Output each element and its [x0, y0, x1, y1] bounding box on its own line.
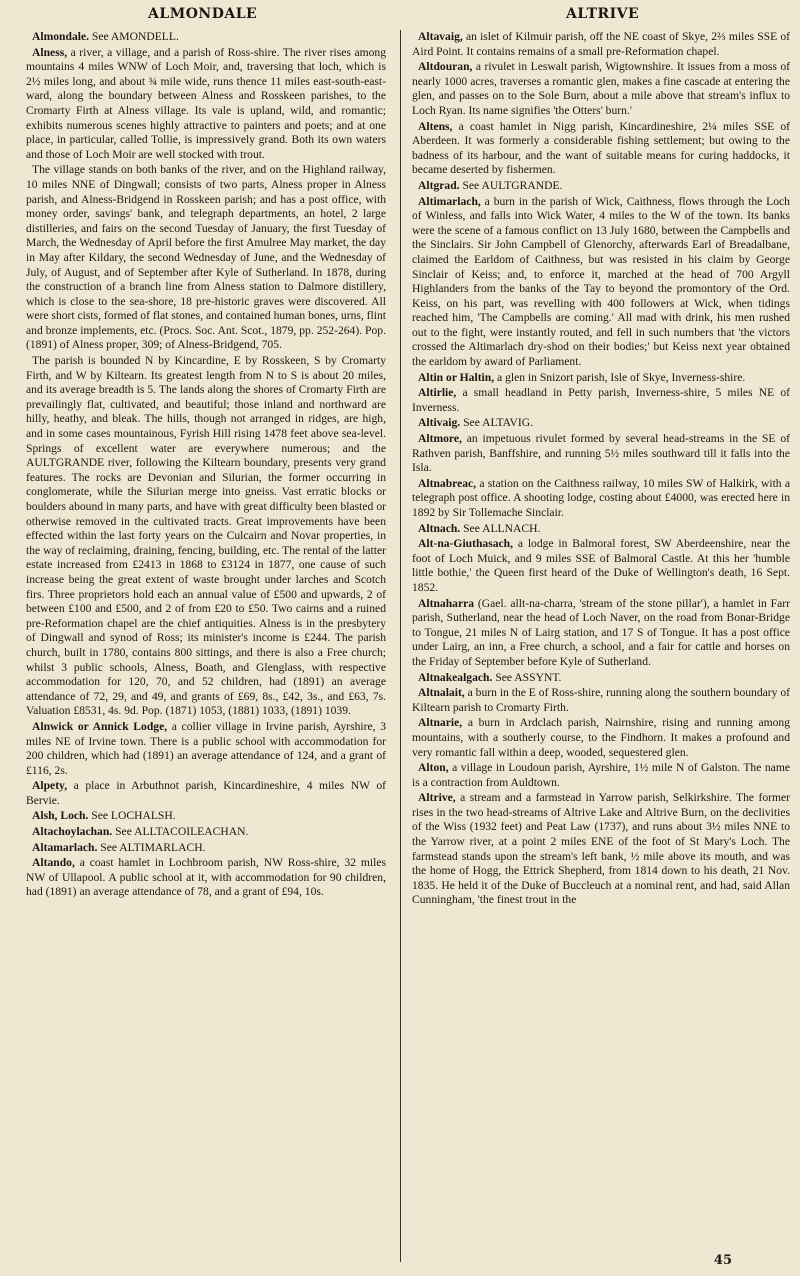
entry-headword: Altimarlach, [418, 194, 481, 208]
gazetteer-entry [412, 537, 790, 595]
entry-text: a coast hamlet in Lochbroom parish, NW Ross-shire, 32 miles NW of Ullapool. A public school at it, with accommodation for 90 children, had (1891) an average attendance of 78, and a grant of £94, 10s. [26, 856, 386, 899]
gazetteer-entry [412, 120, 790, 178]
entry-headword: Altnakealgach. [418, 670, 493, 684]
entry-text: a burn in the E of Ross-shire, running along the southern boundary of Kiltearn parish to Cromarty Firth. [412, 686, 790, 714]
gazetteer-entry [412, 686, 790, 715]
entry-headword: Altando, [32, 856, 75, 870]
right-column [412, 30, 790, 1265]
entry-headword: Altin or Haltin, [418, 370, 495, 384]
entry-text: See AMONDELL. [91, 30, 179, 43]
gazetteer-entry [412, 416, 790, 431]
entry-headword: Alton, [418, 761, 449, 775]
entry-headword: Alt-na-Giuthasach, [418, 537, 514, 551]
gazetteer-entry [412, 761, 790, 790]
gazetteer-entry [412, 716, 790, 760]
entry-headword: Altgrad. [418, 178, 460, 192]
entry-text: a burn in the parish of Wick, Caithness, flows through the Loch of Winless, and falls into Wick Water, 4 miles to the W of the town. Its banks were the scene of a famous conflict on 13 July 1680, between the Campbells and the Sinclairs. Sir John Campbell of Glenorchy, afterwards Earl of Breadalbane, claimed the Earldom of Caithness, but was resisted in his claim by George Sinclair of Keiss; and, to enforce it, marched at the head of 700 Argyll Highlanders from the banks of the Tay to beyond the promontory of the Ord. Keiss, on his part, was revelling with 400 followers at Wick, when tidings reached him, 'The Campbells are coming.' All mad with drink, his men rushed out to the fight, were instantly routed, and fell in such numbers that 'the victors crossed the Altimarlach dry-shod on their bodies;' but Keiss next year obtained the earldom by award of Parliament. [412, 194, 790, 369]
entry-text: The parish is bounded N by Kincardine, E by Rosskeen, S by Cromarty Firth, and W by Kiltearn. Its greatest length from N to S is about 20 miles, and its average breadth is 5. The lands along the shores of Cromarty Firth are prevailingly flat, cultivated, and beautiful; those inland and northward are hilly, heathy, and bleak. The hills, though not arranged in ridges, are high, and in some cases mountainous, Fyrish Hill rising 1478 feet above sea-level. Springs of excellent water are everywhere numerous; and the AULTGRANDE river, following the Kiltearn boundary, presents very grand features. The rocks are Devonian and Silurian, the former occurring in conglomerate, while the Silurian merge into gneiss. Vast erratic blocks or boulders abound in many parts, and have with great difficulty been blasted or otherwise removed in the cultivated tracts. Great improvements have been effected within the last forty years on the Culcairn and Novar properties, in the way of reclaiming, draining, fencing, building, etc. The rental of the latter estate increased from £2413 in 1868 to £3124 in 1877, one cause of such increase being the great extent of waste brought under larches and Scotch firs. Three proprietors hold each an annual value of £500 and upwards, 2 of between £100 and £500, and 2 of from £20 to £50. Two cairns and a ruined pre-Reformation chapel are the chief antiquities. Alness is in the presbytery of Dingwall and synod of Ross; its minister's income is £244. The parish church, built in 1780, contains 800 sittings, and there is also a Free church; whilst 3 public schools, Alness, Boath, and Glenglass, with respective accommodation for 120, 70, and 52 children, had (1891) an average attendance of 72, 29, and 49, and grants of £69, 8s., £42, 3s., and £63, 7s. Valuation £8531, 4s. 9d. Pop. (1871) 1053, (1881) 1033, (1891) 1039. [26, 354, 386, 718]
gazetteer-entry [412, 791, 790, 908]
gazetteer-entry [26, 46, 386, 163]
entry-text: a small headland in Petty parish, Inverness-shire, 5 miles NE of Inverness. [412, 386, 790, 414]
entry-text: an islet of Kilmuir parish, off the NE coast of Skye, 2⅔ miles SSE of Aird Point. It contains remains of a small pre-Reformation chapel. [412, 30, 790, 58]
entry-headword: Altnach. [418, 521, 461, 535]
entry-text: a coast hamlet in Nigg parish, Kincardineshire, 2¼ miles SSE of Aberdeen. It was formerly a considerable fishing settlement; but owing to the badness of its harbour, and the want of suitable means for curing haddocks, it became deserted by fishermen. [412, 119, 790, 177]
entry-headword: Almondale. [32, 30, 90, 43]
entry-text: a place in Arbuthnot parish, Kincardineshire, 4 miles NW of Bervie. [26, 779, 386, 807]
entry-text: a collier village in Irvine parish, Ayrshire, 3 miles NE of Irvine town. There is a public school with accommodation for 200 children, which had (1891) an average attendance of 124, and a grant of £116, 2s. [26, 719, 386, 777]
entry-headword: Altens, [418, 119, 453, 133]
entry-headword: Altavaig, [418, 30, 463, 43]
entry-text: an impetuous rivulet formed by several head-streams in the SE of Rathven parish, Banffshire, and running 5½ miles southward till it falls into the Isla. [412, 432, 790, 475]
gazetteer-entry [412, 671, 790, 686]
entry-text: a river, a village, and a parish of Ross-shire. The river rises among mountains 4 miles WNW of Loch Moir, and, traversing that loch, which is 2½ miles long, and about ¾ mile wide, runs thence 11 miles east-south-east-ward, along the boundary between Alness and Rosskeen parishes, to the Cromarty Firth at Alness village. Its vale is upland, wild, and romantic; exhibits numerous scenes highly attractive to painters and poets; and at one place, in particular, called Tollie, is impressively grand. Both its own waters and those of Loch Moir are well stocked with trout. [26, 45, 386, 161]
entry-headword: Altirlie, [418, 386, 457, 400]
gazetteer-entry [412, 477, 790, 521]
gazetteer-entry [26, 779, 386, 808]
entry-headword: Altnaharra [418, 596, 475, 610]
entry-text: See ALTIMARLACH. [100, 840, 206, 854]
column-divider [400, 30, 401, 1262]
entry-headword: Altmore, [418, 432, 462, 446]
gazetteer-entry [412, 195, 790, 370]
gazetteer-entry [26, 30, 386, 45]
entry-headword: Altamarlach. [32, 840, 98, 854]
entry-headword: Alnwick or Annick Lodge, [32, 719, 168, 733]
entry-text: See ALLNACH. [463, 521, 541, 535]
entry-headword: Altivaig. [418, 416, 461, 430]
gazetteer-entry [412, 386, 790, 415]
entry-headword: Altdouran, [418, 60, 473, 74]
running-header-right: ALTRIVE [566, 6, 640, 22]
gazetteer-entry [26, 856, 386, 900]
entry-text: a stream and a farmstead in Yarrow parish, Selkirkshire. The former rises in the two head-streams of Altrive Lake and Altrive Burn, on the declivities of the Wiss (1932 feet) and Peat Law (1737), and runs about 3½ miles NNE to the Yarrow river, at a point 2 miles ENE of the foot of St Mary's Loch. The farmstead stands upon the stream's left bank, ½ mile above its mouth, and was the home of Hogg, the Ettrick Shepherd, from 1814 down to his death, 21 Nov. 1835. He held it of the Duke of Buccleuch at a nominal rent, and had, said Allan Cunningham, 'the finest trout in the [412, 791, 790, 907]
entry-text: a burn in Ardclach parish, Nairnshire, rising and running among mountains, with a southerly course, to the Findhorn. It makes a profound and very romantic fall within a deep, wooded, sequestered glen. [412, 716, 790, 759]
gazetteer-entry [412, 371, 790, 386]
entry-text: a lodge in Balmoral forest, SW Aberdeenshire, near the foot of Loch Muick, and 9 miles SSE of Balmoral Castle. At this her 'humble little bothie,' the Queen first heard of the Duke of Wellington's death, 16 Sept. 1852. [412, 537, 790, 594]
entry-text: The village stands on both banks of the river, and on the Highland railway, 10 miles NNE of Dingwall; consists of two parts, Alness proper in Alness parish, and Alness-Bridgend in Rosskeen parish; and has a post office, with money order, savings' bank, and telegraph departments, an hotel, 2 large distilleries, and fairs on the second Tuesday of January, the first Tuesday of March, the Wednesday of April before the first Amulree May market, the day in May after Kildary, the second Wednesday of June, and the Wednesday of July, of August, and of September after Kyle of Sutherland. In 1878, during the construction of a branch line from Alness station to Dalmore distillery, which is close to the sea-shore, 18 pre-historic graves were discovered. All were short cists, formed of flat stones, and contained human bones, urns, flint and bronze implements, etc. (Procs. Soc. Ant. Scot., 1879, pp. 252-264). Pop. (1891) of Alness proper, 309; of Alness-Bridgend, 705. [26, 163, 386, 352]
gazetteer-entry [26, 354, 386, 719]
entry-headword: Altachoylachan. [32, 825, 113, 839]
running-header-left: ALMONDALE [148, 6, 258, 22]
entry-text: See ALTAVIG. [463, 416, 534, 430]
entry-text: See ASSYNT. [495, 670, 562, 684]
gazetteer-entry [412, 60, 790, 118]
left-column [26, 30, 386, 1265]
entry-text: See ALLTACOILEACHAN. [115, 825, 249, 839]
entry-text: a glen in Snizort parish, Isle of Skye, Inverness-shire. [497, 370, 746, 384]
entry-headword: Altnarie, [418, 716, 463, 730]
entry-headword: Altrive, [418, 791, 456, 805]
gazetteer-entry [26, 809, 386, 824]
entry-headword: Alness, [32, 45, 68, 59]
gazetteer-entry [412, 30, 790, 59]
entry-text: See LOCHALSH. [91, 809, 176, 823]
gazetteer-entry [26, 841, 386, 856]
gazetteer-entry [412, 432, 790, 476]
gazetteer-entry [412, 597, 790, 670]
entry-headword: Alsh, Loch. [32, 809, 89, 823]
entry-text: See AULTGRANDE. [462, 178, 563, 192]
entry-headword: Altnabreac, [418, 476, 477, 490]
entry-text: a rivulet in Leswalt parish, Wigtownshire. It issues from a moss of nearly 1000 acres, traverses a romantic glen, makes a fine cascade at entering the glen, and passes on to the Sole Burn, about a mile above that stream's influx to Loch Ryan. Its name signifies 'the Otters' burn.' [412, 60, 790, 117]
entry-text: a village in Loudoun parish, Ayrshire, 1½ mile N of Galston. The name is a contraction from Auldtown. [412, 761, 790, 789]
entry-headword: Altnalait, [418, 686, 465, 700]
gazetteer-entry [412, 179, 790, 194]
gazetteer-entry [26, 720, 386, 778]
page-number: 45 [713, 1253, 732, 1268]
entry-headword: Alpety, [32, 779, 68, 793]
entry-text: a station on the Caithness railway, 10 miles SW of Halkirk, with a telegraph post office. A shooting lodge, costing about £4000, was erected here in 1892 by Sir Tollemache Sinclair. [412, 476, 790, 519]
entry-text: (Gael. allt-na-charra, 'stream of the stone pillar'), a hamlet in Farr parish, Sutherland, near the head of Loch Naver, on the road from Bonar-Bridge to Tongue, 21 miles N of Lairg station, and 17 S of Tongue. It has a post office under Lairg, an inn, a Free church, a school, and a fair for cattle and horses on the Friday of September before Kyle of Sutherland. [412, 596, 790, 668]
gazetteer-entry [26, 825, 386, 840]
gazetteer-entry [412, 522, 790, 537]
gazetteer-entry [26, 163, 386, 353]
